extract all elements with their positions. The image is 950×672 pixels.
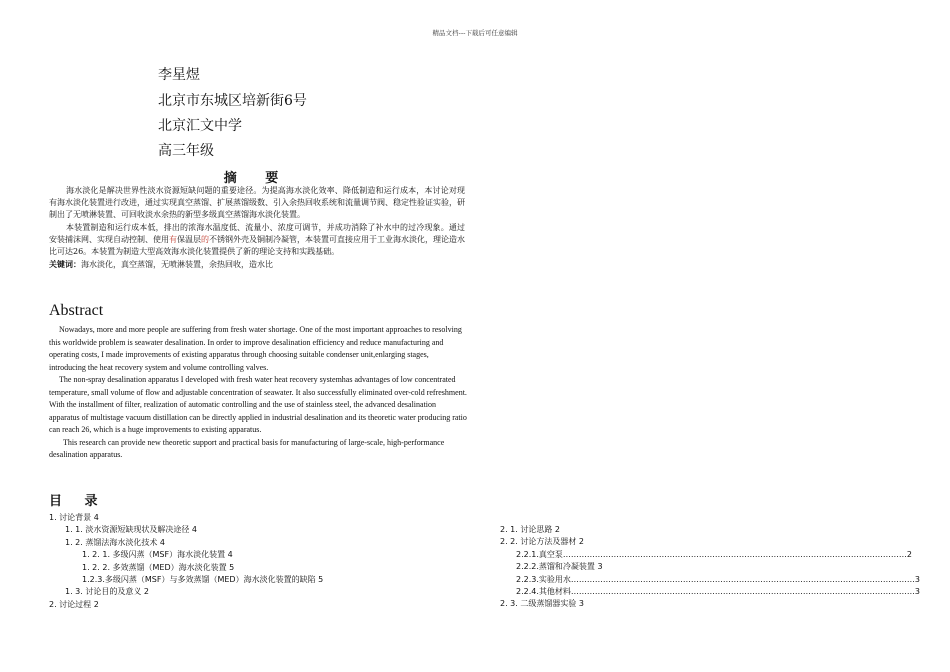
toc-entry-page: 3 — [914, 574, 920, 584]
toc-entry[interactable]: 1. 1. 淡水资源短缺现状及解决途径 4 — [65, 525, 197, 535]
keywords-line — [49, 258, 465, 271]
toc-entry[interactable]: 1. 讨论背景 4 — [49, 513, 99, 522]
toc-entry[interactable]: 2.2.2.蒸馏和冷凝装置 3 — [516, 562, 603, 572]
toc-entry[interactable]: 1.2.3.多级闪蒸（MSF）与多效蒸馏（MED）海水淡化装置的缺陷 5 — [82, 575, 324, 585]
toc-entry[interactable] — [500, 549, 912, 561]
toc-entry[interactable]: 1. 2. 2. 多效蒸馏（MED）海水淡化装置 5 — [82, 562, 235, 572]
abstract-en-title: Abstract — [49, 302, 104, 319]
toc-entry[interactable]: 2. 1. 讨论思路 2 — [500, 525, 560, 534]
toc-entry-label: 2.2.3.实验用水 — [516, 574, 571, 584]
toc-entry[interactable] — [500, 574, 920, 586]
toc-entry-page: 3 — [914, 587, 920, 597]
abstract-zh-p2-highlight: 有 — [169, 234, 177, 244]
author-name: 李星煜 — [158, 67, 200, 83]
author-address: 北京市东城区培新街6号 — [158, 93, 307, 109]
toc-entry[interactable]: 1. 3. 讨论目的及意义 2 — [65, 587, 149, 597]
toc-entry-page: 2 — [906, 549, 912, 559]
author-grade: 高三年级 — [158, 143, 214, 159]
keywords-label: 关键词： — [49, 259, 81, 270]
author-school: 北京汇文中学 — [158, 118, 242, 134]
abstract-en-paragraph-1: Nowadays, more and more people are suffering from fresh water shortage. One of the most important approaches to resolving this worldwide problem is seawater desalination. In order to improve desalination efficiency and reduce manufacturing and operating costs, I made improvements of existing apparatus through choosing suitable condenser unit,enlarging stages, introducing the heat recovery system and volume controlling valves. — [49, 325, 462, 372]
abstract-zh-body — [49, 185, 465, 271]
abstract-zh-p2-end: 不锈钢外壳及铜制冷凝管，本装置可直接应用于工业海水淡化，理论造水比可达26。本装置为制造大型高效海水淡化装置提供了新的理论支持和实践基础。 — [49, 234, 465, 257]
toc-right-column — [500, 524, 920, 611]
abstract-en-paragraph-3: This research can provide new theoretic support and practical basis for manufacturing of large-scale, high-performance desalination apparatus. — [49, 437, 445, 459]
toc-left-column — [49, 512, 323, 611]
abstract-en-paragraph-2: The non-spray desalination apparatus I developed with fresh water heat recovery systemhas advantages of low concentrated temperature, small volume of flow and adjustable concentration of seawater. It also successfully eliminated over-cold refreshment. With the installment of filter, realization of automatic controlling and the use of stainless steel, the advanced desalination apparatus of multistage vacuum distillation can be directly applied in industrial desalination and its theoretic water producing ratio can reach 26, which is a huge improvements to existing apparatus. — [49, 375, 467, 434]
toc-entry[interactable]: 2. 3. 二级蒸馏器实验 3 — [500, 599, 584, 609]
keywords-text: 海水淡化，真空蒸馏，无喷淋装置，余热回收，造水比 — [81, 260, 273, 270]
toc-leader-dots: ………………………………………………………………………………………………………………… — [570, 574, 915, 584]
toc-leader-dots: ………………………………………………………………………………………………………………… — [562, 549, 907, 559]
toc-entry[interactable] — [500, 586, 920, 598]
toc-leader-dots: ………………………………………………………………………………………………………………… — [570, 587, 915, 597]
toc-entry[interactable]: 1. 2. 1. 多级闪蒸（MSF）海水淡化装置 4 — [82, 550, 233, 560]
abstract-zh-title: 摘 要 — [223, 171, 291, 186]
abstract-zh-paragraph-2 — [49, 222, 465, 259]
toc-entry-label: 2.2.4.其他材料 — [516, 587, 571, 597]
abstract-en-body — [49, 324, 467, 462]
toc-entry[interactable]: 2. 2. 讨论方法及器材 2 — [500, 537, 584, 547]
abstract-zh-p2-highlight-2: 的 — [201, 234, 209, 244]
toc-entry[interactable]: 1. 2. 蒸馏法海水淡化技术 4 — [65, 537, 165, 547]
toc-title: 目 录 — [49, 494, 107, 509]
abstract-zh-p2-mid: 保温层 — [177, 234, 201, 244]
abstract-zh-p2-start: 本装置制造和运行成本低，排出的浓海水温度低、流量小、浓度可调节，并成功消除了补水中的过冷现象。通过安装捕沫网、实现自动控制、使用 — [49, 222, 465, 244]
toc-entry[interactable]: 2. 讨论过程 2 — [49, 599, 99, 609]
page-header: 精品文档---下载后可任意编辑 — [432, 29, 518, 37]
toc-entry-label: 2.2.1.真空泵 — [516, 549, 563, 559]
abstract-zh-paragraph-1: 海水淡化是解决世界性淡水资源短缺问题的重要途径。为提高海水淡化效率、降低制造和运行成本，本讨论对现有海水淡化装置进行改进，通过实现真空蒸馏、扩展蒸馏级数、引入余热回收系统和流量调节阀、稳定性验证实验，研制出了无喷淋装置、可回收淡水余热的新型多级真空蒸馏海水淡化装置。 — [49, 186, 465, 220]
